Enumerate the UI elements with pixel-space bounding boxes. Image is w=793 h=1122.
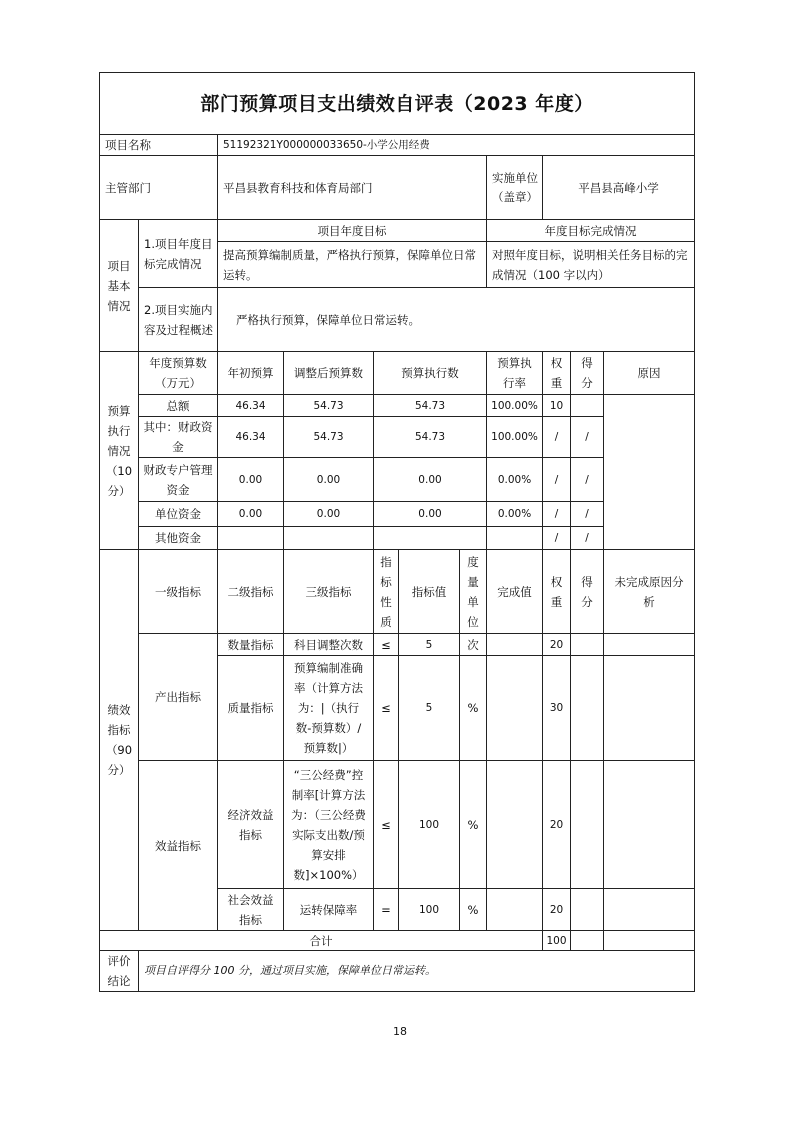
perf-header-4: 指标值 bbox=[398, 549, 460, 634]
budget-reason-cell bbox=[603, 394, 695, 550]
perf-done bbox=[486, 888, 543, 931]
budget-score: / bbox=[570, 416, 604, 458]
total-weight: 100 bbox=[542, 930, 571, 951]
budget-initial bbox=[217, 526, 284, 550]
perf-l2: 社会效益指标 bbox=[217, 888, 284, 931]
perf-header-2: 三级指标 bbox=[283, 549, 374, 634]
perf-score bbox=[570, 633, 604, 656]
perf-done bbox=[486, 655, 543, 761]
budget-header-1: 年初预算 bbox=[217, 351, 284, 395]
perf-section-label: 绩效指标（90分） bbox=[99, 549, 139, 931]
perf-weight: 20 bbox=[542, 760, 571, 889]
completion-header: 年度目标完成情况 bbox=[486, 219, 695, 242]
perf-l2: 经济效益指标 bbox=[217, 760, 284, 889]
perf-header-8: 得分 bbox=[570, 549, 604, 634]
perf-value: 100 bbox=[398, 760, 460, 889]
perf-header-3: 指标性质 bbox=[373, 549, 399, 634]
impl-unit-value: 平昌县高峰小学 bbox=[542, 155, 695, 220]
conclusion-label: 评价结论 bbox=[99, 950, 139, 992]
budget-adjusted bbox=[283, 526, 374, 550]
perf-header-9: 未完成原因分析 bbox=[603, 549, 695, 634]
goal-text: 提高预算编制质量，严格执行预算，保障单位日常运转。 bbox=[217, 241, 487, 288]
impl-text: 严格执行预算，保障单位日常运转。 bbox=[217, 287, 695, 352]
budget-initial: 46.34 bbox=[217, 416, 284, 458]
perf-weight: 30 bbox=[542, 655, 571, 761]
budget-header-4: 预算执行率 bbox=[486, 351, 543, 395]
perf-score bbox=[570, 655, 604, 761]
perf-l3: 科目调整次数 bbox=[283, 633, 374, 656]
perf-weight: 20 bbox=[542, 888, 571, 931]
completion-text: 对照年度目标，说明相关任务目标的完成情况（100 字以内） bbox=[486, 241, 695, 288]
budget-adjusted: 0.00 bbox=[283, 457, 374, 502]
perf-value: 5 bbox=[398, 655, 460, 761]
budget-initial: 46.34 bbox=[217, 394, 284, 417]
budget-rate: 100.00% bbox=[486, 394, 543, 417]
perf-nature: ≤ bbox=[373, 633, 399, 656]
budget-label: 单位资金 bbox=[138, 501, 218, 527]
perf-weight: 20 bbox=[542, 633, 571, 656]
budget-rate: 100.00% bbox=[486, 416, 543, 458]
budget-rate: 0.00% bbox=[486, 457, 543, 502]
budget-rate bbox=[486, 526, 543, 550]
budget-header-6: 得分 bbox=[570, 351, 604, 395]
budget-header-3: 预算执行数 bbox=[373, 351, 487, 395]
perf-value: 5 bbox=[398, 633, 460, 656]
level1-output: 产出指标 bbox=[138, 633, 218, 761]
budget-label: 总额 bbox=[138, 394, 218, 417]
perf-score bbox=[570, 888, 604, 931]
budget-label: 财政专户管理资金 bbox=[138, 457, 218, 502]
perf-header-6: 完成值 bbox=[486, 549, 543, 634]
project-name-value: 51192321Y000000033650-小学公用经费 bbox=[217, 134, 695, 156]
perf-unit: % bbox=[459, 888, 487, 931]
perf-done bbox=[486, 633, 543, 656]
budget-executed: 0.00 bbox=[373, 501, 487, 527]
perf-done bbox=[486, 760, 543, 889]
perf-unit: 次 bbox=[459, 633, 487, 656]
budget-label: 其他资金 bbox=[138, 526, 218, 550]
project-name-label: 项目名称 bbox=[99, 134, 218, 156]
perf-l3: 预算编制准确率（计算方法为：|（执行数-预算数）/预算数|） bbox=[283, 655, 374, 761]
perf-header-1: 二级指标 bbox=[217, 549, 284, 634]
perf-header-7: 权重 bbox=[542, 549, 571, 634]
budget-rate: 0.00% bbox=[486, 501, 543, 527]
budget-weight: / bbox=[542, 526, 571, 550]
dept-label: 主管部门 bbox=[99, 155, 218, 220]
budget-weight: 10 bbox=[542, 394, 571, 417]
budget-executed: 0.00 bbox=[373, 457, 487, 502]
budget-adjusted: 54.73 bbox=[283, 416, 374, 458]
budget-executed: 54.73 bbox=[373, 416, 487, 458]
goal-row-label: 1.项目年度目标完成情况 bbox=[138, 219, 218, 288]
conclusion-text: 项目自评得分 100 分，通过项目实施，保障单位日常运转。 bbox=[138, 950, 695, 992]
budget-weight: / bbox=[542, 416, 571, 458]
budget-score bbox=[570, 394, 604, 417]
impl-row-label: 2.项目实施内容及过程概述 bbox=[138, 287, 218, 352]
budget-header-5: 权重 bbox=[542, 351, 571, 395]
level1-benefit: 效益指标 bbox=[138, 760, 218, 931]
budget-score: / bbox=[570, 526, 604, 550]
budget-executed bbox=[373, 526, 487, 550]
budget-label: 其中：财政资金 bbox=[138, 416, 218, 458]
perf-reason bbox=[603, 655, 695, 761]
budget-weight: / bbox=[542, 457, 571, 502]
total-score bbox=[570, 930, 604, 951]
perf-header-0: 一级指标 bbox=[138, 549, 218, 634]
dept-value: 平昌县教育科技和体育局部门 bbox=[217, 155, 487, 220]
impl-unit-label: 实施单位（盖章） bbox=[486, 155, 543, 220]
total-label: 合计 bbox=[99, 930, 543, 951]
budget-initial: 0.00 bbox=[217, 457, 284, 502]
page-title: 部门预算项目支出绩效自评表（2023 年度） bbox=[99, 72, 695, 135]
page-number: 18 bbox=[393, 1025, 407, 1038]
budget-header-7: 原因 bbox=[603, 351, 695, 395]
perf-unit: % bbox=[459, 760, 487, 889]
perf-unit: % bbox=[459, 655, 487, 761]
budget-header-2: 调整后预算数 bbox=[283, 351, 374, 395]
perf-nature: ≤ bbox=[373, 760, 399, 889]
budget-adjusted: 54.73 bbox=[283, 394, 374, 417]
perf-reason bbox=[603, 888, 695, 931]
perf-score bbox=[570, 760, 604, 889]
budget-section-label: 预算执行情况（10分） bbox=[99, 351, 139, 550]
perf-l2: 数量指标 bbox=[217, 633, 284, 656]
perf-nature: = bbox=[373, 888, 399, 931]
perf-reason bbox=[603, 760, 695, 889]
basic-section-label: 项目基本情况 bbox=[99, 219, 139, 352]
perf-l2: 质量指标 bbox=[217, 655, 284, 761]
budget-weight: / bbox=[542, 501, 571, 527]
budget-initial: 0.00 bbox=[217, 501, 284, 527]
budget-executed: 54.73 bbox=[373, 394, 487, 417]
perf-header-5: 度量单位 bbox=[459, 549, 487, 634]
budget-adjusted: 0.00 bbox=[283, 501, 374, 527]
perf-value: 100 bbox=[398, 888, 460, 931]
goal-header: 项目年度目标 bbox=[217, 219, 487, 242]
budget-header-0: 年度预算数（万元） bbox=[138, 351, 218, 395]
total-reason bbox=[603, 930, 695, 951]
budget-score: / bbox=[570, 457, 604, 502]
perf-reason bbox=[603, 633, 695, 656]
budget-score: / bbox=[570, 501, 604, 527]
perf-l3: 运转保障率 bbox=[283, 888, 374, 931]
perf-nature: ≤ bbox=[373, 655, 399, 761]
perf-l3: “三公经费”控制率[计算方法为：（三公经费实际支出数/预算安排数]×100%） bbox=[283, 760, 374, 889]
